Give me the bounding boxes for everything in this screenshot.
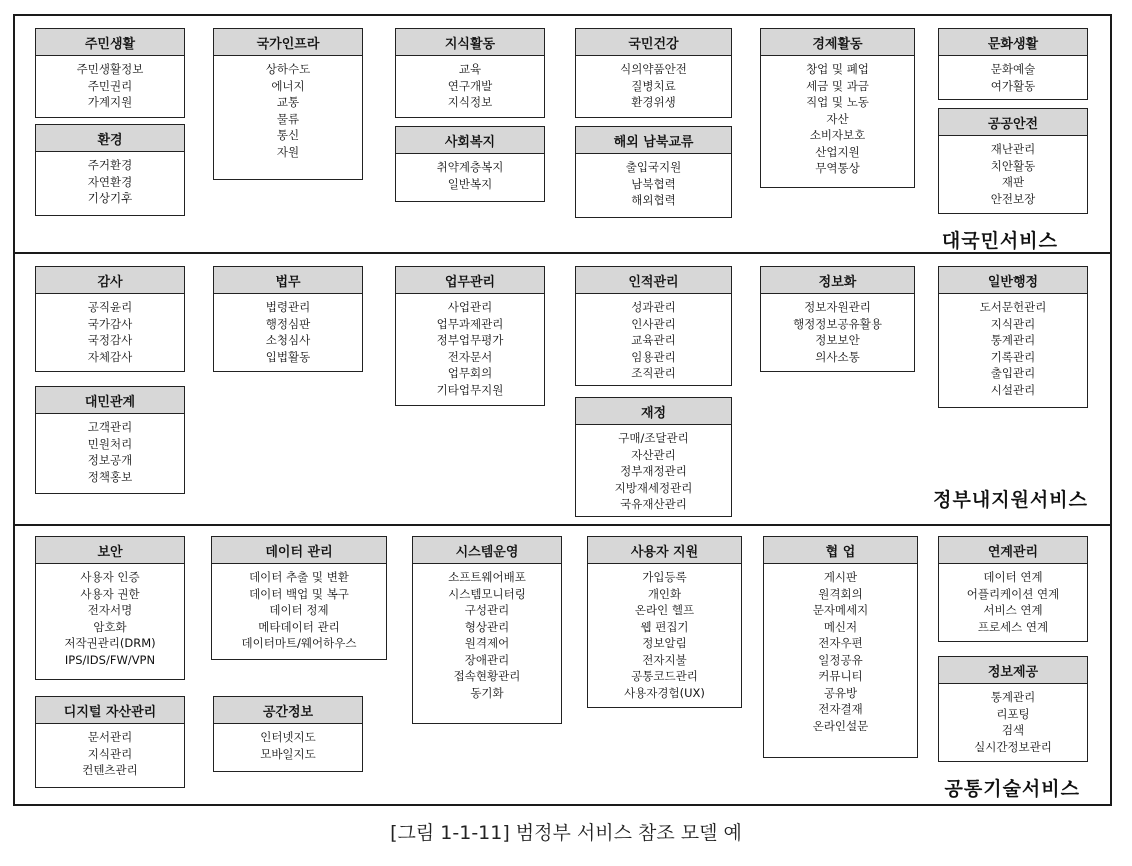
service-item: 사용자 인증	[80, 570, 140, 584]
section-divider	[15, 524, 1110, 526]
service-item: 게시판	[823, 570, 858, 584]
service-item: 전자서명	[87, 603, 133, 617]
box-items	[396, 154, 544, 197]
box-items	[36, 56, 184, 116]
box-items	[764, 564, 917, 739]
service-item: 자산	[826, 111, 849, 126]
box-items	[939, 56, 1087, 99]
service-item: 정보자원관리	[804, 300, 871, 314]
service-item: 메신저	[823, 619, 858, 634]
box-title: 재정	[576, 398, 731, 425]
service-box	[938, 656, 1088, 762]
box-title: 법무	[214, 267, 362, 294]
service-box	[575, 28, 732, 118]
service-item: 모바일지도	[260, 746, 316, 761]
service-item: 어플리케이션 연계	[966, 586, 1060, 601]
service-item: 기타업무지원	[436, 382, 504, 397]
service-item: 접속현황관리	[453, 669, 521, 683]
service-item: 메타데이터 관리	[258, 619, 340, 634]
service-item: 세금 및 과금	[806, 78, 869, 93]
service-item: 주민권리	[87, 78, 133, 93]
service-item: 소프트웨어배포	[448, 570, 526, 584]
service-box	[35, 386, 185, 494]
service-item: 교육	[458, 62, 482, 76]
service-item: 공통코드관리	[631, 669, 698, 683]
service-item: 업무회의	[447, 366, 493, 380]
box-title: 경제활동	[761, 29, 914, 56]
box-items	[214, 56, 362, 165]
service-item: 리포팅	[996, 706, 1030, 721]
service-item: 가계지원	[87, 95, 133, 109]
service-item: 정부업무평가	[436, 333, 504, 347]
service-item: 해외협력	[631, 193, 676, 207]
box-title: 해외 남북교류	[576, 127, 731, 154]
box-items	[396, 294, 544, 403]
service-item: 원격제어	[464, 636, 510, 650]
service-item: 전자결재	[818, 702, 863, 716]
service-item: 정보알림	[642, 636, 687, 650]
box-title: 공간정보	[214, 697, 362, 724]
box-title: 사회복지	[396, 127, 544, 154]
service-item: 통계관리	[990, 333, 1036, 347]
service-box	[35, 28, 185, 118]
box-title: 데이터 관리	[212, 537, 386, 564]
box-title: 주민생활	[36, 29, 184, 56]
service-item: 소비자보호	[809, 128, 866, 142]
service-item: 직업 및 노동	[806, 95, 869, 109]
figure-caption: [그림 1-1-11] 범정부 서비스 참조 모델 예	[390, 822, 742, 844]
service-item: 프로세스 연계	[977, 619, 1049, 634]
service-item: 출입관리	[990, 366, 1036, 380]
box-items	[939, 136, 1087, 212]
service-item: 저작권관리(DRM)	[64, 636, 156, 650]
service-item: 법령관리	[265, 300, 311, 314]
service-item: 사용자경험(UX)	[624, 685, 705, 700]
box-items	[576, 56, 731, 116]
service-item: 구성관리	[464, 603, 510, 617]
service-item: 데이터마트/웨어하우스	[241, 636, 357, 650]
service-item: 통계관리	[990, 690, 1036, 704]
service-item: 인사관리	[631, 316, 676, 331]
service-item: 행정심판	[265, 316, 311, 331]
service-box	[760, 266, 915, 372]
service-item: 동기화	[470, 685, 504, 700]
service-item: 장애관리	[464, 652, 510, 667]
box-items	[36, 564, 184, 673]
box-title: 시스템운영	[413, 537, 561, 564]
box-items	[36, 152, 184, 212]
box-items	[576, 154, 731, 214]
box-title: 디지털 자산관리	[36, 697, 184, 724]
box-items	[576, 294, 731, 387]
service-item: 검색	[1001, 723, 1025, 737]
service-item: 환경위생	[631, 95, 676, 109]
service-item: 데이터 정제	[269, 603, 329, 617]
service-item: 형상관리	[464, 619, 510, 634]
service-item: 서비스 연계	[983, 603, 1043, 617]
box-items	[939, 294, 1087, 403]
service-item: 암호화	[93, 619, 127, 634]
service-item: 안전보장	[990, 191, 1036, 206]
service-item: 정부재정관리	[620, 464, 687, 478]
service-item: 상하수도	[265, 62, 311, 76]
service-box	[938, 266, 1088, 408]
service-item: 원격회의	[818, 586, 863, 601]
service-item: 사업관리	[447, 300, 493, 314]
service-box	[35, 266, 185, 372]
box-title: 인적관리	[576, 267, 731, 294]
service-item: 남북협력	[631, 176, 676, 191]
box-title: 업무관리	[396, 267, 544, 294]
service-item: 국가감사	[87, 316, 133, 331]
service-item: 민원처리	[87, 436, 133, 451]
box-items	[939, 684, 1087, 760]
service-item: 고객관리	[87, 420, 133, 434]
service-item: 식의약품안전	[620, 62, 687, 76]
box-title: 국가인프라	[214, 29, 362, 56]
service-item: 개인화	[647, 586, 682, 601]
service-box	[395, 28, 545, 118]
service-item: 컨텐츠관리	[82, 763, 138, 777]
box-items	[588, 564, 741, 706]
box-title: 연계관리	[939, 537, 1087, 564]
service-item: 공유방	[823, 685, 858, 700]
box-title: 협 업	[764, 537, 917, 564]
service-item: 문화예술	[990, 62, 1036, 76]
service-box	[587, 536, 742, 708]
service-item: 전자지불	[642, 652, 687, 667]
box-items	[413, 564, 561, 706]
service-item: 재판	[1001, 175, 1025, 189]
service-box	[760, 28, 915, 188]
service-item: 연구개발	[447, 78, 493, 93]
box-title: 사용자 지원	[588, 537, 741, 564]
box-items	[36, 724, 184, 784]
box-items	[214, 294, 362, 370]
service-item: 창업 및 폐업	[806, 62, 869, 76]
service-item: 치안활동	[990, 158, 1036, 173]
service-item: 취약계층복지	[436, 160, 504, 174]
service-item: 국정감사	[87, 333, 133, 347]
service-box	[395, 266, 545, 406]
service-box	[575, 397, 732, 517]
service-item: 출입국지원	[625, 160, 682, 174]
service-item: 조직관리	[631, 366, 676, 380]
service-item: 교육관리	[631, 333, 676, 347]
service-item: 전자문서	[447, 349, 493, 364]
service-box	[575, 266, 732, 386]
service-item: 무역통상	[815, 161, 860, 175]
service-item: 정보공개	[87, 453, 133, 467]
box-title: 감사	[36, 267, 184, 294]
service-item: 시스템모니터링	[448, 586, 526, 601]
service-box	[35, 536, 185, 680]
service-item: 국유재산관리	[620, 497, 687, 511]
box-items	[36, 414, 184, 490]
section-label-internal: 정부내지원서비스	[933, 489, 1088, 511]
service-item: 데이터 추출 및 변환	[249, 570, 349, 584]
service-item: 기록관리	[990, 349, 1036, 364]
service-item: 온라인 헬프	[634, 603, 695, 617]
service-item: 웹 편집기	[640, 619, 689, 634]
box-items	[396, 56, 544, 116]
box-title: 공공안전	[939, 109, 1087, 136]
service-item: 온라인설문	[812, 718, 869, 733]
service-box	[213, 28, 363, 180]
service-box	[213, 266, 363, 372]
box-title: 정보화	[761, 267, 914, 294]
service-item: 주거환경	[87, 158, 133, 172]
service-item: 의사소통	[815, 349, 860, 364]
service-item: 에너지	[271, 78, 305, 93]
service-box	[211, 536, 387, 660]
service-item: 업무과제관리	[436, 316, 504, 331]
service-item: 질병치료	[631, 78, 676, 93]
service-box	[763, 536, 918, 758]
service-item: 재난관리	[990, 142, 1036, 156]
service-item: 임용관리	[631, 349, 676, 364]
service-item: 문자메세지	[812, 603, 869, 617]
service-item: 사용자 권한	[80, 586, 140, 601]
service-item: 가입등록	[642, 570, 687, 584]
service-box	[575, 126, 732, 218]
box-items	[36, 294, 184, 370]
service-item: 주민생활정보	[76, 62, 144, 76]
service-item: 기상기후	[87, 191, 133, 205]
service-item: 지식정보	[447, 95, 493, 109]
service-item: 일반복지	[447, 176, 493, 191]
service-item: 자산관리	[631, 447, 676, 462]
service-item: 자연환경	[87, 174, 133, 189]
service-item: 도서문헌관리	[979, 300, 1047, 314]
service-box	[35, 124, 185, 216]
service-item: 커뮤니티	[818, 669, 863, 683]
service-box	[938, 28, 1088, 100]
service-item: 자체감사	[87, 349, 133, 364]
box-title: 문화생활	[939, 29, 1087, 56]
service-item: 물류	[276, 111, 300, 126]
service-item: 구매/조달관리	[618, 431, 689, 445]
service-item: 전자우편	[818, 636, 863, 650]
service-item: 문서관리	[87, 730, 133, 744]
box-items	[212, 564, 386, 657]
service-box	[35, 696, 185, 788]
reference-model-frame	[13, 14, 1112, 806]
service-item: 지방재세정관리	[614, 480, 693, 495]
box-title: 대민관계	[36, 387, 184, 414]
section-label-common: 공통기술서비스	[944, 778, 1080, 800]
service-item: 시설관리	[990, 382, 1036, 397]
service-box	[938, 108, 1088, 214]
service-item: 일정공유	[818, 652, 863, 667]
service-item: 교통	[276, 95, 300, 109]
box-items	[576, 425, 731, 518]
service-item: 성과관리	[631, 300, 676, 314]
service-item: 정책홍보	[87, 469, 133, 484]
box-items	[939, 564, 1087, 640]
service-item: 통신	[276, 128, 300, 142]
service-item: 데이터 백업 및 복구	[249, 586, 349, 601]
box-items	[761, 294, 914, 370]
box-title: 보안	[36, 537, 184, 564]
service-item: 정보보안	[815, 333, 860, 347]
service-item: 소청심사	[265, 333, 311, 347]
box-title: 지식활동	[396, 29, 544, 56]
service-item: 행정정보공유활용	[793, 316, 882, 331]
service-item: 인터넷지도	[260, 730, 316, 744]
service-box	[213, 696, 363, 772]
service-box	[938, 536, 1088, 642]
section-label-citizen: 대국민서비스	[941, 230, 1058, 252]
service-item: 산업지원	[815, 144, 860, 159]
service-item: 데이터 연계	[983, 570, 1043, 584]
box-title: 일반행정	[939, 267, 1087, 294]
box-title: 환경	[36, 125, 184, 152]
box-items	[214, 724, 362, 767]
service-item: 지식관리	[87, 746, 133, 761]
service-item: 공직윤리	[87, 300, 133, 314]
service-item: 실시간정보관리	[974, 739, 1052, 754]
service-item: 입법활동	[265, 349, 311, 364]
service-box	[395, 126, 545, 202]
box-title: 정보제공	[939, 657, 1087, 684]
service-item: 자원	[276, 144, 300, 159]
box-items	[761, 56, 914, 182]
service-item: 지식관리	[990, 316, 1036, 331]
service-item: IPS/IDS/FW/VPN	[64, 652, 156, 667]
box-title: 국민건강	[576, 29, 731, 56]
service-box	[412, 536, 562, 724]
service-item: 여가활동	[990, 78, 1036, 93]
